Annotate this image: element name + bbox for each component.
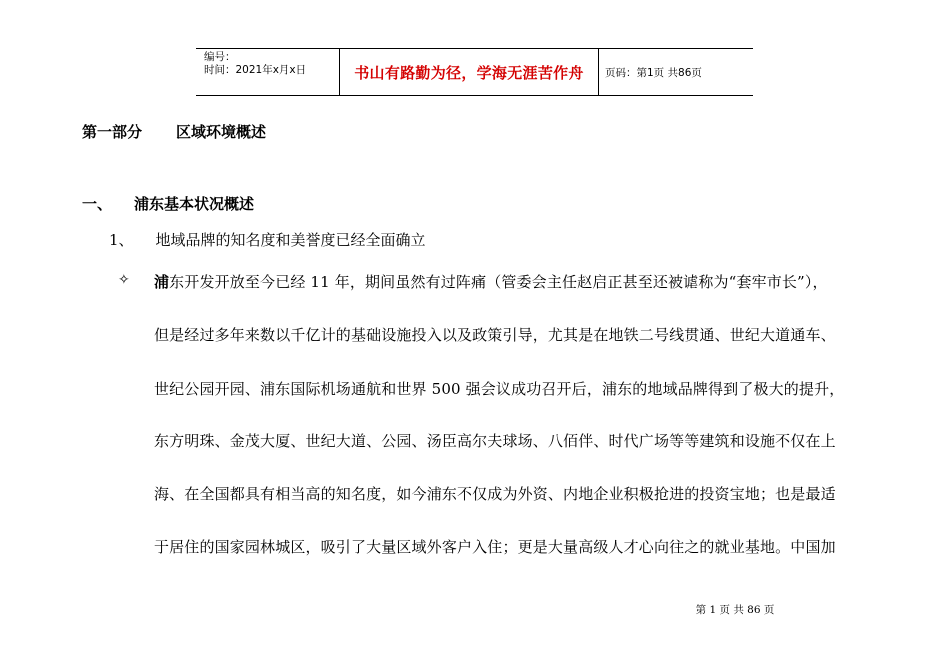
section-title: 浦东基本状况概述 [134,195,255,213]
paragraph-line: 海、在全国都具有相当高的知名度，如今浦东不仅成为外资、内地企业积极抢进的投资宝地；也是最适 [154,485,836,503]
section-heading [82,193,254,214]
paragraph-first-char: 浦 [154,273,170,291]
part-title: 区域环境概述 [176,123,267,141]
page-footer: 第 1 页 共 86 页 [695,604,775,616]
section-number: 一、 [82,195,113,213]
page-info: 页码：第1页 共86页 [605,66,702,79]
subsection-heading [109,229,426,250]
part-label: 第一部分 [82,123,143,141]
paragraph-line [154,271,828,292]
paragraph-line: 于居住的国家园林城区，吸引了大量区域外客户入住；更是大量高级人才心向往之的就业基地。中国加 [154,538,836,556]
subsection-title: 地域品牌的知名度和美誉度已经全面确立 [155,231,426,249]
paragraph-line-text: 东开发开放至今已经 11 年，期间虽然有过阵痛（管委会主任赵启正甚至还被谑称为“套牢市长”）， [169,273,828,291]
motto: 书山有路勤为径，学海无涯苦作舟 [339,49,599,95]
paragraph-line: 但是经过多年来数以千亿计的基础设施投入以及政策引导，尤其是在地铁二号线贯通、世纪大道通车、 [154,326,836,344]
part-heading [82,121,266,142]
header-meta-cell [196,49,339,95]
time-label: 时间：2021年x月x日 [204,64,307,76]
header-table [196,48,753,96]
paragraph-line: 世纪公园开园、浦东国际机场通航和世界 500 强会议成功召开后，浦东的地域品牌得到了极大的提升， [154,380,845,398]
number-label: 编号： [204,51,236,63]
diamond-bullet-icon: ✧ [118,272,130,288]
paragraph-line: 东方明珠、金茂大厦、世纪大道、公园、汤臣高尔夫球场、八佰伴、时代广场等等建筑和设施不仅在上 [154,432,836,450]
subsection-number: 1、 [109,231,134,249]
